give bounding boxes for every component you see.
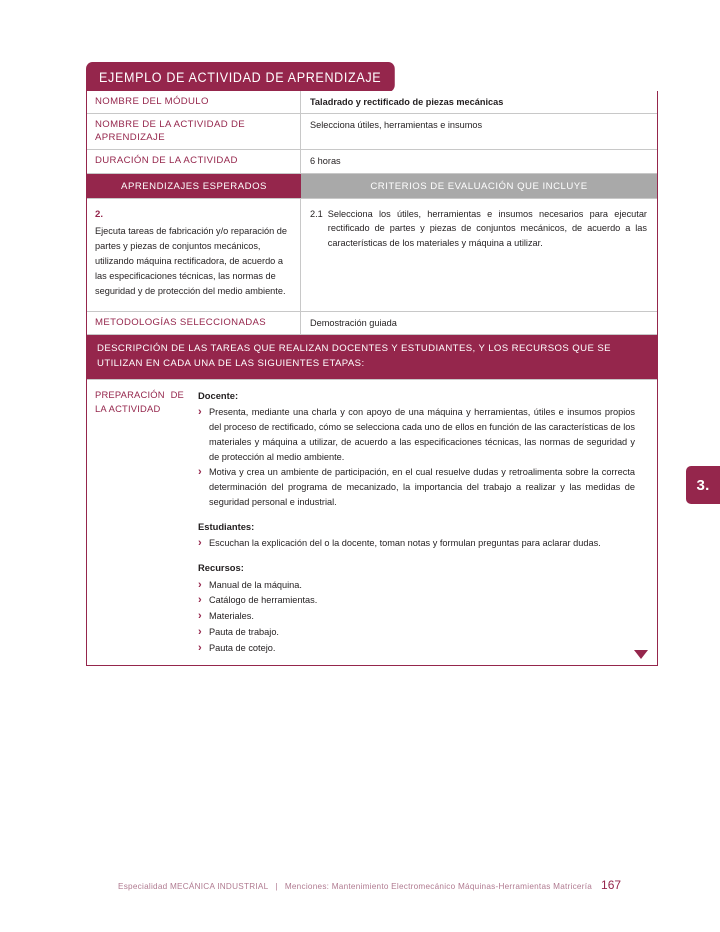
footer-page-number: 167 [601, 878, 622, 892]
activity-sheet [86, 62, 658, 666]
footer-mentions: Menciones: Mantenimiento Electromecánico Máquinas-Herramientas Matricería [284, 882, 593, 891]
list-item: › Motiva y crea un ambiente de participación, en el cual resuelve dudas y retroalimenta sobre la correcta determinación del programa de mecanizado, la importancia del trabajo a realizar y las medidas de seguridad personal e industrial. [198, 465, 635, 510]
footer-specialty: Especialidad MECÁNICA INDUSTRIAL [118, 882, 269, 891]
resources-heading: Recursos: [198, 562, 244, 574]
row-label-actividad: NOMBRE DE LA ACTIVIDAD DE APRENDIZAJE [87, 114, 301, 149]
resources-list [198, 578, 635, 657]
students-heading: Estudiantes: [198, 521, 255, 533]
teacher-list [198, 405, 635, 510]
outcome-criteria-row [87, 199, 657, 312]
row-value-metodologias: Demostración guiada [310, 317, 397, 328]
students-list [198, 536, 635, 551]
list-item: › Escuchan la explicación del o la docente, toman notas y formulan preguntas para aclarar dudas. [198, 536, 635, 551]
list-item: › Pauta de cotejo. [198, 641, 635, 656]
activity-table [86, 91, 658, 666]
header-aprendizajes-esperados: APRENDIZAJES ESPERADOS [87, 174, 301, 198]
outcome-cell [87, 199, 301, 311]
table-row [87, 312, 657, 335]
chapter-tab-label: 3. [696, 476, 710, 494]
table-row [87, 150, 657, 173]
criteria-text: Selecciona los útiles, herramientas e insumos necesarios para ejecutar rectificado de partes y piezas de conjuntos mecánicos, de acuerdo a las características de los materiales y máquina a utilizar. [327, 208, 647, 249]
sheet-title-banner [86, 62, 394, 92]
criteria-number: 2.1 [310, 208, 323, 219]
description-band: DESCRIPCIÓN DE LAS TAREAS QUE REALIZAN DOCENTES Y ESTUDIANTES, Y LOS RECURSOS QUE SE UTILIZAN EN CADA UNA DE LAS SIGUIENTES ETAPAS: [87, 335, 657, 380]
table-row [87, 91, 657, 114]
list-item: › Manual de la máquina. [198, 578, 635, 593]
list-item: › Pauta de trabajo. [198, 625, 635, 640]
row-value-actividad: Selecciona útiles, herramientas e insumos [310, 120, 483, 131]
list-item: › Presenta, mediante una charla y con apoyo de una máquina y herramientas, útiles e insumos propios del proceso de rectificado, cómo se selecciona cada uno de ellos en función de las características de los materiales y máquina a utilizar, de acuerdo a las especificaciones técnicas, las normas de seguridad y de protección al medio ambiente. [198, 405, 635, 465]
footer-separator: | [275, 882, 278, 891]
teacher-heading: Docente: [198, 389, 239, 401]
header-criterios-evaluacion: CRITERIOS DE EVALUACIÓN QUE INCLUYE [301, 174, 657, 198]
outcome-text: Ejecuta tareas de fabricación y/o reparación de partes y piezas de conjuntos mecánicos, utilizando máquina rectificadora, de acuerdo a las especificaciones técnicas, las normas de seguridad y de protección del medio ambiente. [95, 226, 288, 296]
row-label-metodologias: METODOLOGÍAS SELECCIONADAS [87, 312, 301, 334]
list-item: › Materiales. [198, 609, 635, 624]
row-value-duracion: 6 horas [310, 156, 341, 167]
list-item: › Catálogo de herramientas. [198, 593, 635, 608]
outcome-number: 2. [95, 208, 104, 220]
page-footer [118, 878, 658, 892]
stage-label: PREPARACIÓN DE LA ACTIVIDAD [95, 388, 184, 414]
row-label-duracion: DURACIÓN DE LA ACTIVIDAD [87, 150, 301, 172]
tasks-content [192, 380, 657, 665]
chapter-tab [686, 466, 720, 504]
table-row [87, 114, 657, 150]
sheet-title: EJEMPLO DE ACTIVIDAD DE APRENDIZAJE [99, 70, 382, 85]
row-label-modulo: NOMBRE DEL MÓDULO [87, 91, 301, 113]
tasks-section [87, 380, 657, 665]
criteria-cell [301, 199, 657, 311]
row-value-modulo: Taladrado y rectificado de piezas mecánicas [310, 97, 504, 107]
column-header-band [87, 174, 657, 199]
continuation-triangle-icon [634, 650, 648, 659]
